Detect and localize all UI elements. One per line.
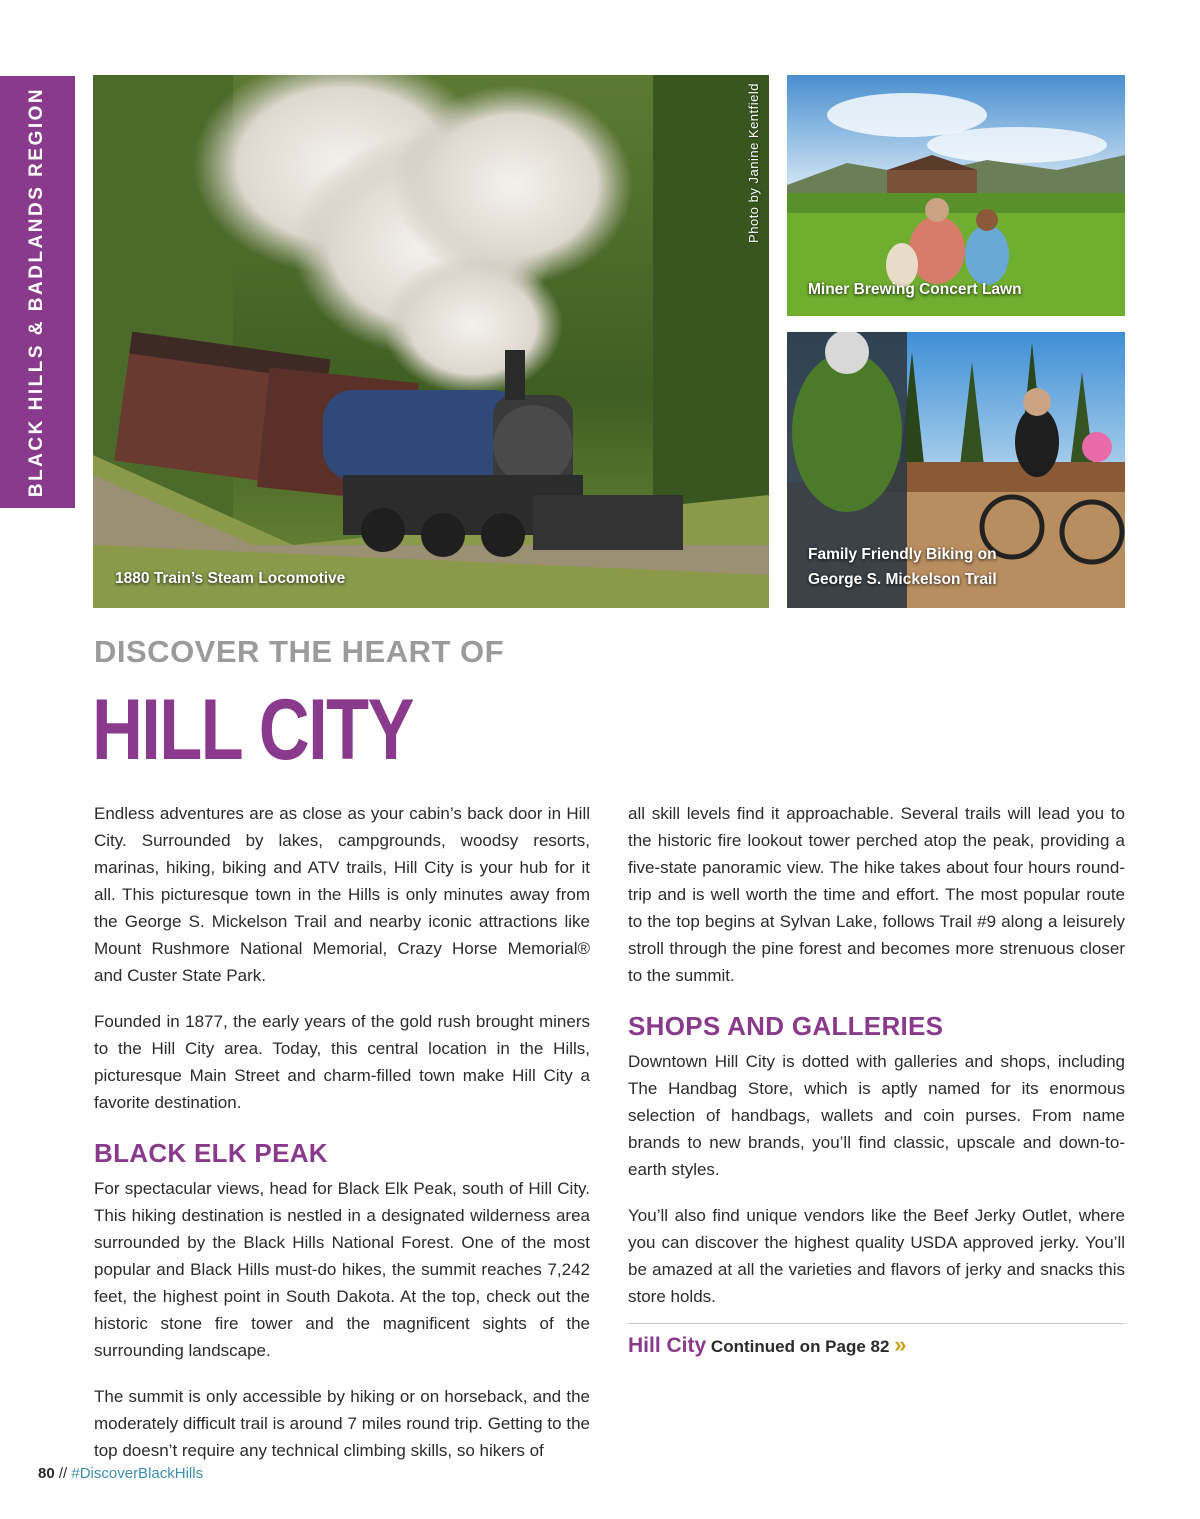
intro-paragraph-2: Founded in 1877, the early years of the gold rush brought miners to the Hill City area. Today, this central location in the Hills, picturesque Main Street and charm-filled town make Hill City a favorite destination. <box>94 1012 590 1112</box>
biking-caption <box>808 542 997 592</box>
shops-galleries-heading: SHOPS AND GALLERIES <box>628 1011 944 1041</box>
concert-lawn-caption: Miner Brewing Concert Lawn <box>808 281 1022 298</box>
article-title: HILL CITY <box>92 682 413 778</box>
continued-name: Hill City <box>628 1334 707 1357</box>
intro-paragraph-1: Endless adventures are as close as your cabin’s back door in Hill City. Surrounded by lakes, campgrounds, woodsy resorts, marinas, hiking, biking and ATV trails, Hill City is your hub for it all. This picturesque town in the Hills is only minutes away from the George S. Mickelson Trail and nearby iconic attractions like Mount Rushmore National Memorial, Crazy Horse Memorial® and Custer State Park. <box>94 804 590 985</box>
biking-photo <box>787 332 1125 608</box>
continued-divider <box>628 1323 1125 1324</box>
article-kicker: DISCOVER THE HEART OF <box>94 634 505 669</box>
peak-paragraph-1: For spectacular views, head for Black Elk Peak, south of Hill City. This hiking destination is nestled in a designated wilderness area surrounded by the Black Hills National Forest. One of the most popular and Black Hills must-do hikes, the summit reaches 7,242 feet, the highest point in South Dakota. At the top, check out the historic stone fire tower and the magnificent sights of the surrounding landscape. <box>94 1179 590 1360</box>
continued-text: Continued on Page 82 <box>710 1337 890 1356</box>
continued-link[interactable] <box>628 1330 1125 1362</box>
page-number: 80 <box>38 1465 55 1482</box>
article-column-left <box>94 800 590 1483</box>
photo-credit: Photo by Janine Kentfield <box>746 83 761 243</box>
train-photo-image <box>93 75 769 608</box>
double-chevron-right-icon: » <box>894 1332 903 1357</box>
article-column-right <box>628 800 1125 1362</box>
peak-paragraph-2: The summit is only accessible by hiking or on horseback, and the moderately difficult trail is around 7 miles round trip. Getting to the top doesn’t require any technical climbing skills, so hikers of <box>94 1387 590 1460</box>
biking-caption-line2: George S. Mickelson Trail <box>808 571 997 588</box>
footer-separator: // <box>58 1465 68 1482</box>
shops-paragraph-2: You’ll also find unique vendors like the Beef Jerky Outlet, where you can discover the highest quality USDA approved jerky. You’ll be amazed at all the varieties and flavors of jerky and snacks this store holds. <box>628 1206 1125 1306</box>
peak-paragraph-2-continued: all skill levels find it approachable. Several trails will lead you to the historic fire lookout tower perched atop the peak, providing a five-state panoramic view. The hike takes about four hours round-trip and is well worth the time and effort. The most popular route to the top begins at Sylvan Lake, follows Trail #9 along a leisurely stroll through the pine forest and becomes more strenuous closer to the summit. <box>628 804 1125 985</box>
footer-hashtag[interactable]: #DiscoverBlackHills <box>71 1465 204 1482</box>
page-footer <box>38 1465 203 1482</box>
black-elk-peak-heading: BLACK ELK PEAK <box>94 1138 328 1168</box>
train-caption: 1880 Train’s Steam Locomotive <box>115 570 346 587</box>
region-label: BLACK HILLS & BADLANDS REGION <box>26 86 48 498</box>
region-side-tab <box>0 76 75 508</box>
train-photo <box>93 75 769 608</box>
biking-caption-line1: Family Friendly Biking on <box>808 546 997 563</box>
concert-lawn-photo <box>787 75 1125 316</box>
shops-paragraph-1: Downtown Hill City is dotted with galleries and shops, including The Handbag Store, which is aptly named for its enormous selection of handbags, wallets and coin purses. From name brands to new brands, you’ll find classic, upscale and down-to-earth styles. <box>628 1052 1125 1179</box>
